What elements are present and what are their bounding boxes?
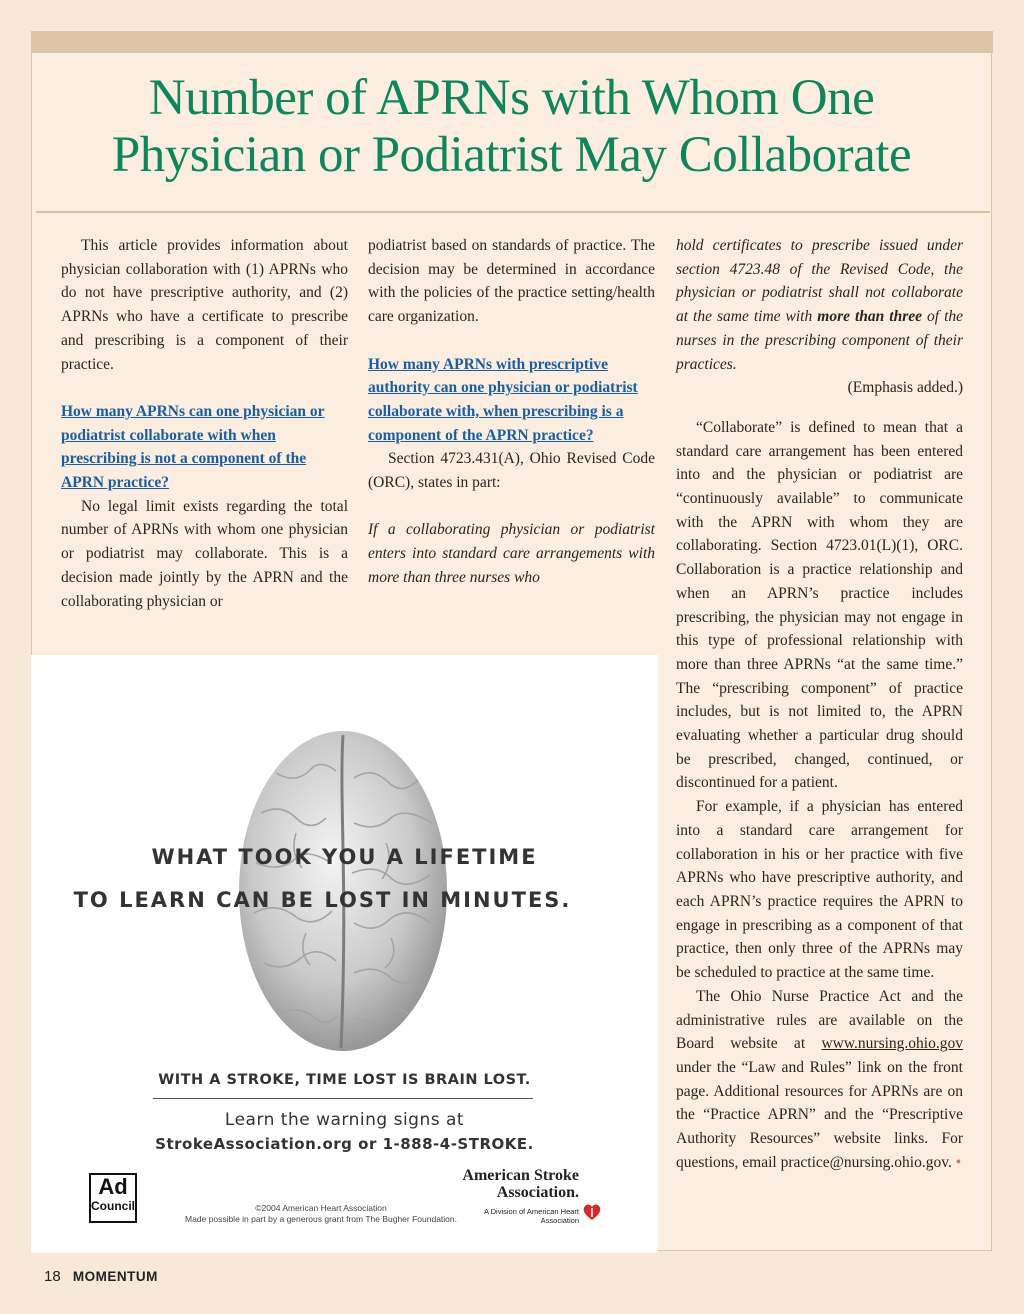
board-website-link[interactable]: www.nursing.ohio.gov [821, 1035, 963, 1053]
title-divider [36, 211, 990, 213]
ad-contact [31, 1135, 658, 1153]
ad-learn-text: Learn the warning signs at [224, 1110, 465, 1130]
copyright-line-1: ©2004 American Heart Association [255, 1203, 387, 1213]
question-2-heading: How many APRNs with prescriptive authority can one physician or podiatrist collaborate with, when prescribing is a component of the APRN practice? [368, 355, 638, 444]
ad-council-logo-word-2: Council [91, 1199, 135, 1213]
answer-1-paragraph: No legal limit exists regarding the total number of APRNs with whom one physician or podiatrist may collaborate. This is a decision made jointly by the APRN and the collaborating physician or [61, 497, 348, 610]
title-line-2: Physician or Podiatrist May Collaborate [111, 127, 912, 183]
resources-paragraph [676, 985, 963, 1175]
copyright-line-2: Made possible in part by a generous grant from The Bugher Foundation. [184, 1214, 457, 1224]
orc-citation-paragraph: Section 4723.431(A), Ohio Revised Code (ORC), states in part: [368, 450, 655, 492]
title-line-1: Number of APRNs with Whom One [148, 70, 875, 126]
quote-text: hold certificates to prescribe issued under section 4723.48 of the Revised Code, the physician or podiatrist shall not collaborate at the same time with [676, 237, 963, 326]
column-3 [676, 234, 963, 1174]
ad-council-logo-word-1: Ad [98, 1174, 128, 1199]
ad-copyright [171, 1203, 471, 1225]
ad-council-logo [89, 1173, 137, 1223]
asa-name-1: American Stroke [462, 1167, 579, 1184]
end-bullet: • [955, 1153, 962, 1171]
ad-contact-text: StrokeAssociation.org or 1-888-4-STROKE. [155, 1135, 534, 1153]
statute-quote-end [676, 234, 963, 376]
page-footer [44, 1268, 158, 1285]
resources-text: The Ohio Nurse Practice Act and the administrative rules are available on the Board website at [676, 987, 963, 1053]
ad-tagline: WITH A STROKE, TIME LOST IS BRAIN LOST. [158, 1072, 531, 1088]
emphasis-note: (Emphasis added.) [847, 379, 963, 397]
statute-quote-start: If a collaborating physician or podiatrist enters into standard care arrangements with more than three nurses who [368, 521, 655, 586]
continued-paragraph: podiatrist based on standards of practice. The decision may be determined in accordance with the policies of the practice setting/health care organization. [368, 237, 655, 326]
column-1 [61, 234, 348, 613]
column-2 [368, 234, 655, 590]
ad-headline-1: WHAT TOOK YOU A LIFETIME [151, 845, 538, 869]
stroke-advertisement [31, 655, 658, 1253]
question-1-heading: How many APRNs can one physician or podiatrist collaborate with when prescribing is not a component of the APRN practice? [61, 402, 325, 492]
resources-text-end: under the “Law and Rules” link on the front page. Additional resources for APRNs are on the “Practice APRN” and the “Prescriptive Authority Resources” website links. For questions, email practice@nursing.ohio.gov. [676, 1058, 963, 1171]
magazine-name: MOMENTUM [72, 1269, 158, 1284]
example-paragraph: For example, if a physician has entered into a standard care arrangement for collaboration in his or her practice with five APRNs who have prescriptive authority, and each APRN’s practice requires the APRN to engage in prescribing as a component of that practice, then only three of the APRNs may be scheduled to practice at the same time. [676, 798, 963, 982]
asa-division: A Division of American Heart Association [483, 1207, 579, 1225]
top-bar [31, 31, 993, 53]
quote-emphasis: more than three [817, 308, 923, 326]
collaborate-definition: “Collaborate” is defined to mean that a standard care arrangement has been entered into and the physician or podiatrist are “continuously available” to communicate with the APRN with whom they are collaborating. Section 4723.01(L)(1), ORC. Collaboration is a practice relationship and when an APRN’s practice includes prescribing, the physician may not engage in this type of professional relationship with more than three APRNs “at the same time.” The “prescribing component” of practice includes, but is not limited to, the APRN evaluating whether a particular drug should be prescribed, changed, continued, or discontinued for a patient. [676, 418, 963, 792]
article-title [31, 70, 992, 184]
quote-text-end: of the nurses in the prescribing component of their practices. [676, 308, 964, 373]
page-number: 18 [44, 1268, 61, 1285]
american-stroke-association-logo [451, 1167, 579, 1225]
ad-headline-2: TO LEARN CAN BE LOST IN MINUTES. [73, 888, 572, 912]
asa-name-2: Association. [496, 1184, 579, 1201]
ad-divider [153, 1098, 533, 1099]
intro-paragraph: This article provides information about physician collaboration with (1) APRNs who do not have prescriptive authority, and (2) APRNs who have a certificate to prescribe and prescribing is a component of their practice. [61, 237, 348, 373]
heart-torch-icon [582, 1202, 602, 1222]
